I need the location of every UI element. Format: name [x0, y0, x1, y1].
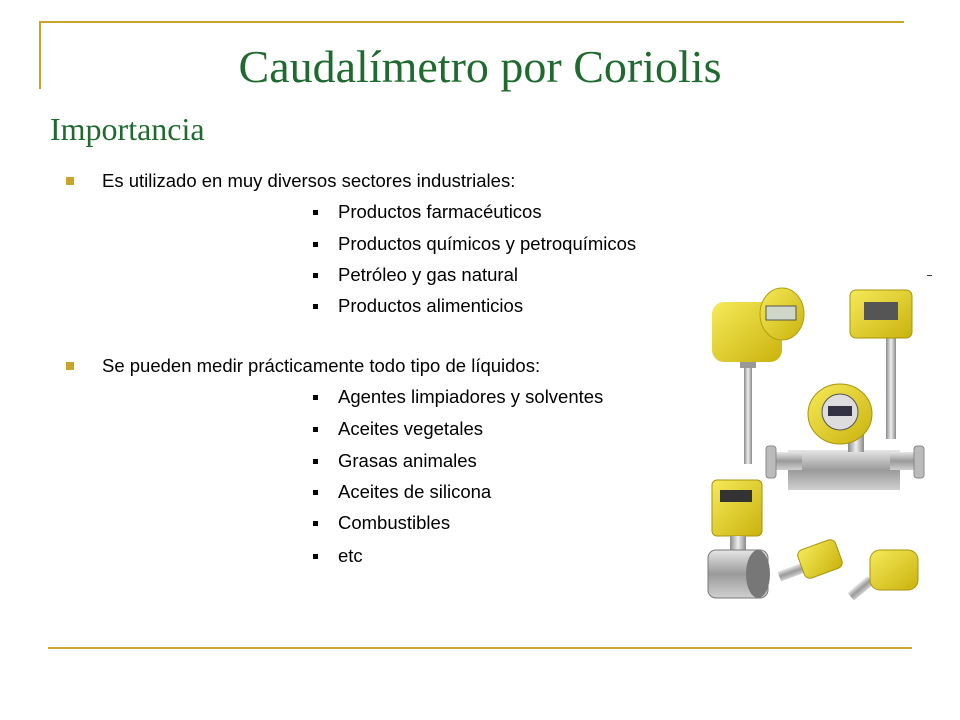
sub-item: [313, 201, 542, 223]
sub-bullet-icon: [313, 395, 318, 400]
sub-bullet-icon: [313, 554, 318, 559]
bullet-square-icon: [66, 177, 74, 185]
sub-item: [313, 264, 518, 286]
sub-item-text: Agentes limpiadores y solventes: [338, 386, 604, 407]
bullet-text: Se pueden medir prácticamente todo tipo de líquidos:: [102, 355, 541, 376]
sub-bullet-icon: [313, 273, 318, 278]
sub-item-text: Petróleo y gas natural: [338, 264, 518, 285]
bullet-sectors: [66, 170, 515, 192]
sub-bullet-icon: [313, 459, 318, 464]
bullet-square-icon: [66, 362, 74, 370]
sub-item: [313, 545, 363, 567]
sub-item: [313, 418, 483, 440]
bullet-text: Es utilizado en muy diversos sectores industriales:: [102, 170, 516, 191]
sub-item: [313, 512, 450, 534]
sub-item-text: Productos farmacéuticos: [338, 201, 542, 222]
slide-title: Caudalímetro por Coriolis: [238, 41, 722, 92]
sub-item-text: Productos químicos y petroquímicos: [338, 233, 637, 254]
flowmeter-products-photo: [700, 282, 940, 607]
sub-item-text: Aceites vegetales: [338, 418, 484, 439]
sub-bullet-icon: [313, 210, 318, 215]
sub-bullet-icon: [313, 304, 318, 309]
sub-item: [313, 295, 523, 317]
slide-subtitle: Importancia: [50, 111, 205, 147]
sub-item-text: etc: [338, 545, 363, 566]
top-rule: [40, 21, 904, 23]
sub-bullet-icon: [313, 427, 318, 432]
stray-mark: [927, 275, 932, 276]
bottom-rule: [48, 647, 912, 649]
sub-item: [313, 450, 477, 472]
sub-item-text: Productos alimenticios: [338, 295, 524, 316]
sub-item-text: Combustibles: [338, 512, 451, 533]
sub-bullet-icon: [313, 242, 318, 247]
bullet-liquids: [66, 355, 540, 377]
sub-bullet-icon: [313, 490, 318, 495]
sub-item-text: Grasas animales: [338, 450, 477, 471]
sub-item: [313, 233, 636, 255]
sub-item-text: Aceites de silicona: [338, 481, 492, 502]
sub-item: [313, 481, 491, 503]
sub-bullet-icon: [313, 521, 318, 526]
sub-item: [313, 386, 603, 408]
